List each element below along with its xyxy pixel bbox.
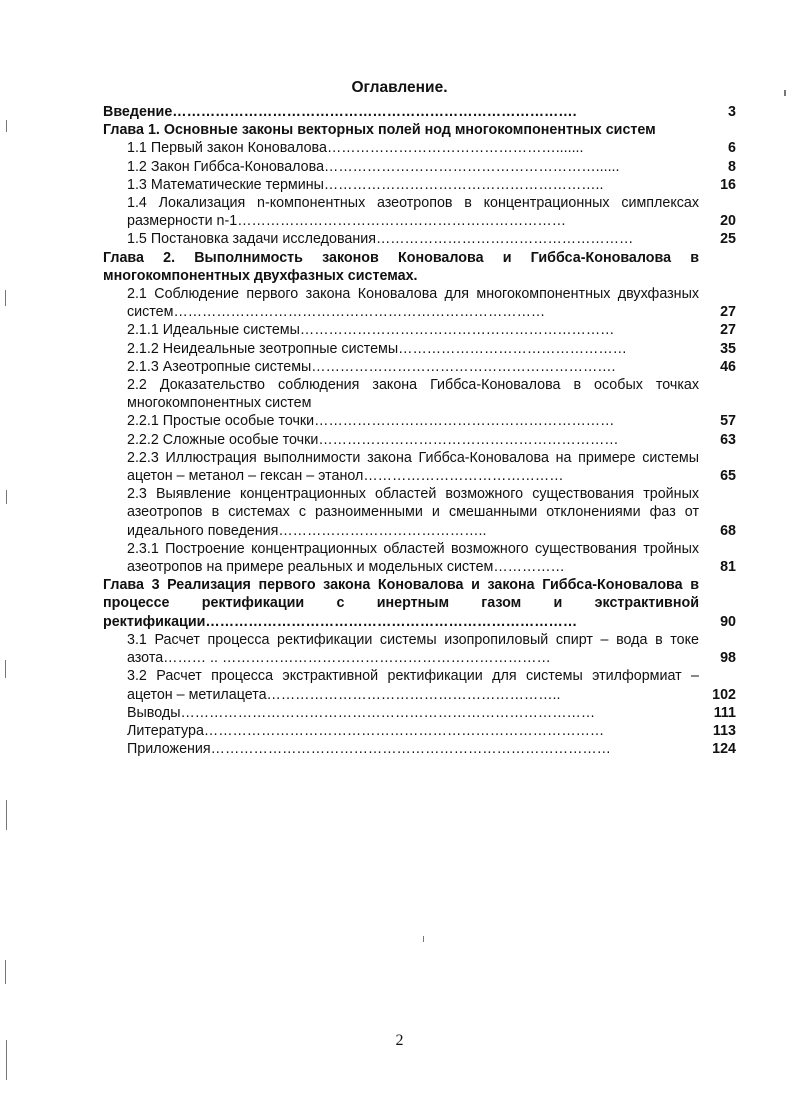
toc-page-number: 3 [728,104,736,120]
table-of-contents [103,103,739,758]
toc-page-number: 20 [720,213,736,230]
toc-page-number: 16 [720,176,736,193]
toc-entry-2-1[interactable] [103,285,739,321]
toc-page-number: 27 [720,322,736,339]
toc-entry-chapter-2[interactable] [103,249,739,285]
toc-page-number: 35 [720,340,736,357]
toc-entry-text: 2.2.3 Иллюстрация выполнимости закона Гиббса-Коновалова на примере системы ацетон – метанол – гексан – этанол…………………………………… [127,449,699,485]
toc-entry-text: 2.1.2 Неидеальные зеотропные системы………………………………………… [127,340,627,357]
toc-entry-text: 1.4 Локализация n-компонентных азеотропов в концентрационных симплексах размерности n-1…………………………………………………………… [127,195,699,230]
toc-entry-text: Литература………………………………………………………………………… [127,722,605,739]
scan-artifact [5,660,6,678]
toc-entry-text: Выводы…………………………………………………………………………… [127,704,596,721]
toc-entry-text: Глава 2. Выполнимость законов Коновалова и Гиббса-Коновалова в многокомпонентных двухфазных системах. [103,249,699,284]
scan-artifact [6,120,7,132]
scan-artifact [6,1040,7,1080]
toc-entry-conclusions[interactable] [103,704,739,722]
toc-page-number: 111 [713,704,736,721]
toc-entry-text: 2.2.2 Сложные особые точки……………………………………………………… [127,431,619,448]
toc-page-number: 90 [720,613,736,630]
toc-entry-appendices[interactable] [103,740,739,758]
toc-page-number: 102 [712,686,736,703]
toc-entry-2-1-2[interactable] [103,340,739,358]
toc-entry-text: 1.1 Первый закон Коновалова…………………………………………....... [127,140,584,157]
toc-title: Оглавление. [351,79,448,96]
toc-entry-1-3[interactable] [103,176,739,194]
page-number: 2 [395,1032,404,1049]
toc-entry-2-1-3[interactable] [103,358,739,376]
toc-entry-text: Глава 3 Реализация первого закона Коновалова и закона Гиббса-Коновалова в процессе ректификации с инертным газом и экстрактивной ректификации…………………………………………………………………… [103,577,699,630]
toc-entry-chapter-1[interactable] [103,121,739,139]
toc-page-number: 46 [720,358,736,375]
toc-entry-text: 3.1 Расчет процесса ректификации системы изопропиловый спирт – вода в токе азота……… .. …………………………………………………………… [127,631,699,667]
toc-page-number: 25 [720,231,736,248]
toc-entry-1-2[interactable] [103,158,739,176]
toc-entry-2-2-2[interactable] [103,431,739,449]
toc-entry-chapter-3[interactable] [103,576,739,631]
toc-entry-text: 2.1.1 Идеальные системы………………………………………………………… [127,322,615,339]
toc-entry-text: 2.2 Доказательство соблюдения закона Гиббса-Коновалова в особых точках многокомпонентных систем [127,377,699,412]
scan-artifact [423,936,424,942]
toc-entry-2-2-1[interactable] [103,412,739,430]
toc-entry-text: 2.1 Соблюдение первого закона Коновалова для многокомпонентных двухфазных систем…………………………………………………………………… [127,286,699,321]
scan-artifact [6,800,7,830]
toc-page-number: 27 [720,304,736,321]
toc-page-number: 113 [712,722,736,739]
toc-page-number: 68 [720,522,736,539]
toc-entry-text: 1.3 Математические термины………………………………………………….. [127,176,604,193]
toc-entry-text: 2.2.1 Простые особые точки……………………………………………………… [127,413,615,430]
toc-entry-text: Введение…………………………………………………………………………. [103,104,577,120]
toc-entry-text: 2.1.3 Азеотропные системы………………………………………………………. [127,358,616,375]
scan-artifact [784,90,786,96]
toc-entry-1-5[interactable] [103,230,739,248]
toc-page-number: 124 [712,741,736,758]
scan-artifact [5,960,6,984]
toc-page-number: 57 [720,413,736,430]
scan-artifact [6,490,7,504]
toc-page-number: 65 [720,468,736,485]
toc-entry-2-2-3[interactable] [103,449,739,485]
toc-entry-text: Глава 1. Основные законы векторных полей нод многокомпонентных систем [103,122,656,139]
toc-page-number: 8 [728,158,736,175]
toc-page-number: 98 [720,650,736,667]
toc-entry-text: 1.2 Закон Гиббса-Коновалова…………………………………………………...... [127,158,620,175]
toc-page-number: 81 [720,559,736,576]
toc-entry-text: 2.3 Выявление концентрационных областей возможного существования тройных азеотропов в системах с разноименными и смешанными отклонениями фаз от идеального поведения…………………………………….. [127,486,699,539]
toc-entry-2-2[interactable] [103,376,739,412]
toc-entry-2-3-1[interactable] [103,540,739,576]
toc-entry-2-3[interactable] [103,485,739,540]
toc-entry-3-1[interactable] [103,631,739,667]
toc-entry-text: 1.5 Постановка задачи исследования……………………………………………… [127,231,634,248]
toc-entry-text: 2.3.1 Построение концентрационных областей возможного существования тройных азеотропов на примере реальных и модельных систем…………… [127,540,699,576]
toc-entry-1-1[interactable] [103,139,739,157]
toc-page-number: 6 [728,140,736,157]
toc-entry-text: 3.2 Расчет процесса экстрактивной ректификации для системы этилформиат – ацетон – метилацета…………………………………………………….. [127,668,699,703]
toc-entry-references[interactable] [103,722,739,740]
toc-entry-text: Приложения………………………………………………………………………… [127,741,611,758]
toc-entry-1-4[interactable] [103,194,739,230]
toc-entry-3-2[interactable] [103,667,739,703]
scan-artifact [5,290,6,306]
toc-page-number: 63 [720,431,736,448]
toc-entry-2-1-1[interactable] [103,321,739,339]
toc-entry-introduction[interactable] [103,103,739,121]
